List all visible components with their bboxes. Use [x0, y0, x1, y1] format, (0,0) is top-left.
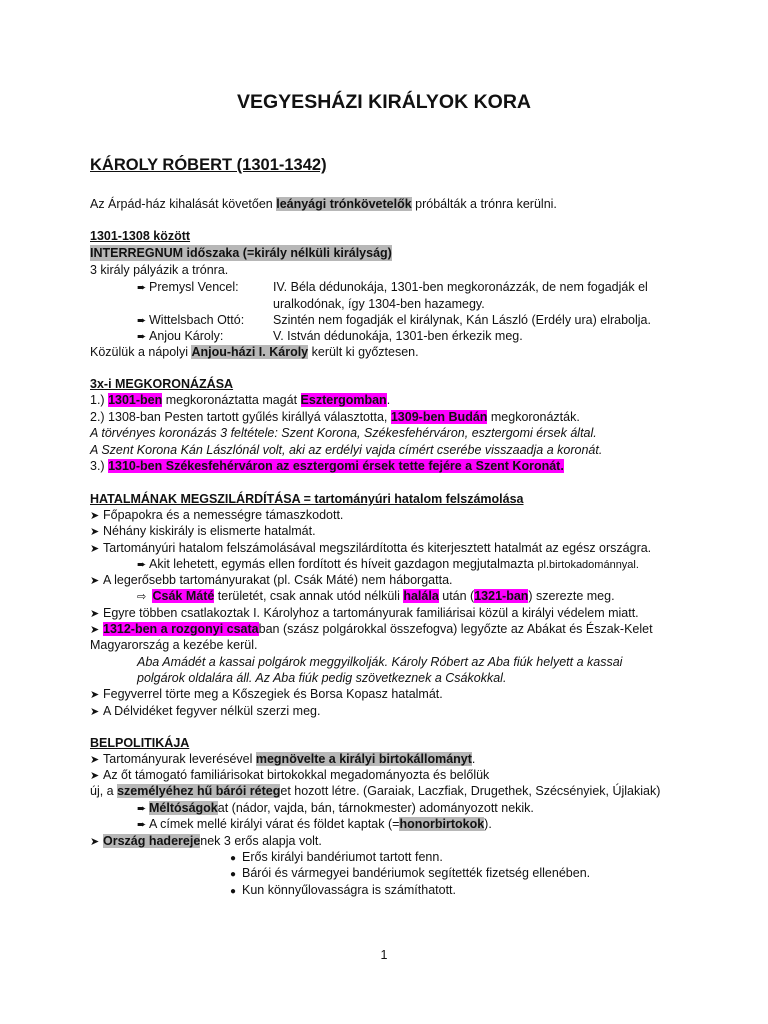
- text-run: .: [386, 393, 391, 407]
- claimant-desc: V. István dédunokája, 1301-ben érkezik meg.: [273, 329, 523, 343]
- arrow-right-icon: ➨: [137, 559, 147, 571]
- text-run: Főpapokra és a nemességre támaszkodott.: [103, 508, 344, 522]
- arrowhead-bullet-icon: ➤: [90, 526, 100, 538]
- interregnum-heading: INTERREGNUM időszaka (=király nélküli királyság): [90, 246, 392, 260]
- arrow-right-icon: ➨: [137, 331, 147, 343]
- text-run: A címek mellé királyi várat és földet kaptak (=: [149, 817, 400, 831]
- arrowhead-bullet-icon: ➤: [90, 754, 100, 766]
- claimant-row: [137, 312, 244, 329]
- text-run: Az őt támogató familiárisokat birtokokkal megadományozta és belőlük: [103, 768, 490, 782]
- text-run: Wittelsbach Ottó:: [149, 313, 245, 327]
- power-note: polgárok oldalára áll. Az Aba fiúk pedig szövetkeznek a Csákokkal.: [137, 671, 507, 685]
- text-run: Anjou Károly:: [149, 329, 224, 343]
- power-item: [90, 703, 320, 720]
- text-run: Premysl Vencel:: [149, 280, 239, 294]
- arrowhead-bullet-icon: ➤: [90, 624, 100, 636]
- interregnum-line: 3 király pályázik a trónra.: [90, 263, 229, 277]
- coronation-3: [90, 458, 564, 474]
- text-run: Erős királyi bandériumot tartott fenn.: [242, 850, 443, 864]
- domestic-item: [90, 767, 489, 784]
- text-run: került ki győztesen.: [308, 345, 419, 359]
- text-run: Az Árpád-ház kihalását követően: [90, 197, 277, 211]
- text-run: pl.birtokadománnyal.: [537, 559, 639, 571]
- highlight: Méltóságok: [149, 801, 218, 815]
- pillar-item: [230, 865, 590, 883]
- highlight: 1312-ben a rozgonyi csata: [103, 622, 259, 636]
- power-item: [90, 572, 453, 589]
- text-run: et hozott létre. (Garaiak, Laczfiak, Drugethek, Szécsényiek, Újlakiak): [280, 784, 661, 798]
- text-run: 2.) 1308-ban Pesten tartott gyűlés királlyá választotta,: [90, 410, 391, 424]
- dot-bullet-icon: ●: [230, 869, 237, 880]
- highlight: Csák Máté: [152, 589, 215, 603]
- text-run: A legerősebb tartományurakat (pl. Csák Máté) nem háborgatta.: [103, 573, 453, 587]
- page-number: 1: [380, 948, 388, 962]
- power-heading: HATALMÁNAK MEGSZILÁRDÍTÁSA = tartományúri hatalom felszámolása: [90, 492, 524, 506]
- claimant-row: [137, 328, 223, 345]
- text-run: ban (szász polgárokkal összefogva) legyőzte az Abákat és Észak-Kelet: [258, 622, 653, 636]
- highlight: személyéhez hű bárói réteg: [117, 784, 281, 798]
- text-run: Tartományurak leverésével: [103, 752, 256, 766]
- text-run: Közülük a nápolyi: [90, 345, 192, 359]
- text-run: 1.): [90, 393, 109, 407]
- highlight: 1321-ban: [474, 589, 529, 603]
- claimant-desc: Szintén nem fogadják el királynak, Kán László (Erdély ura) elrabolja.: [273, 313, 651, 327]
- text-run: Bárói és vármegyei bandériumok segítették fizetség ellenében.: [242, 866, 591, 880]
- text-run: megkoronáztatta magát: [162, 393, 301, 407]
- highlight: 1301-ben: [108, 393, 163, 407]
- text-run: után (: [438, 589, 475, 603]
- document-title: VEGYESHÁZI KIRÁLYOK KORA: [237, 91, 531, 113]
- interregnum-dates: 1301-1308 között: [90, 229, 191, 243]
- power-item: [90, 686, 443, 703]
- arrowhead-bullet-icon: ➤: [90, 770, 100, 782]
- claimant-row: [137, 279, 239, 296]
- arrowhead-bullet-icon: ➤: [90, 836, 100, 848]
- coronation-conditions: A törvényes koronázás 3 feltétele: Szent Korona, Székesfehérváron, esztergomi érsek által.: [90, 426, 597, 440]
- text-run: Tartományúri hatalom felszámolásával megszilárdította és kiterjesztett hatalmát az egész országra.: [103, 541, 652, 555]
- text-run: A Délvidéket fegyver nélkül szerzi meg.: [103, 704, 321, 718]
- power-subitem: [137, 556, 639, 573]
- text-run: at (nádor, vajda, bán, tárnokmester) adományozott nekik.: [217, 801, 534, 815]
- domestic-item: [90, 833, 322, 850]
- arrow-right-icon: ➨: [137, 803, 147, 815]
- power-item: [90, 523, 316, 540]
- power-item: [90, 605, 639, 622]
- power-subitem: [137, 588, 615, 605]
- coronation-1: [90, 392, 390, 408]
- arrow-right-icon: ➨: [137, 282, 147, 294]
- text-run: próbálták a trónra kerülni.: [411, 197, 557, 211]
- intro-paragraph: [90, 196, 557, 212]
- highlight: Ország hadereje: [103, 834, 201, 848]
- domestic-heading: BELPOLITIKÁJA: [90, 736, 190, 750]
- dot-bullet-icon: ●: [230, 853, 237, 864]
- text-run: Egyre többen csatlakoztak I. Károlyhoz a tartományurak familiárisai közül a királyi védelem miatt.: [103, 606, 639, 620]
- arrowhead-bullet-icon: ➤: [90, 510, 100, 522]
- arrow-right-icon: ➨: [137, 315, 147, 327]
- coronation-2: [90, 409, 580, 425]
- power-note: Aba Amádét a kassai polgárok meggyilkolják. Károly Róbert az Aba fiúk helyett a kassai: [137, 655, 623, 669]
- text-run: Kun könnyűlovasságra is számíthatott.: [242, 883, 457, 897]
- winner-line: [90, 344, 419, 360]
- power-item: [90, 540, 651, 557]
- arrowhead-bullet-icon: ➤: [90, 575, 100, 587]
- highlight: honorbirtokok: [399, 817, 485, 831]
- text-run: megkoronázták.: [487, 410, 580, 424]
- text-run: ) szerezte meg.: [528, 589, 615, 603]
- highlight: Anjou-házi I. Károly: [191, 345, 309, 359]
- domestic-subitem: [137, 816, 492, 833]
- section-heading-karoly-robert: KÁROLY RÓBERT (1301-1342): [90, 156, 327, 174]
- hollow-arrow-icon: ⇨: [137, 591, 147, 603]
- highlight: megnövelte a királyi birtokállományt: [255, 752, 472, 766]
- text-run: nek 3 erős alapja volt.: [200, 834, 322, 848]
- text-run: Akit lehetett, egymás ellen fordított és híveit gazdagon megjutalmazta: [149, 557, 538, 571]
- claimant-desc: IV. Béla dédunokája, 1301-ben megkoronázzák, de nem fogadják el: [273, 280, 648, 294]
- arrowhead-bullet-icon: ➤: [90, 543, 100, 555]
- pillar-item: [230, 882, 456, 900]
- dot-bullet-icon: ●: [230, 886, 237, 897]
- text-run: Fegyverrel törte meg a Kőszegiek és Borsa Kopasz hatalmát.: [103, 687, 443, 701]
- domestic-item-cont: [90, 783, 660, 799]
- arrow-right-icon: ➨: [137, 819, 147, 831]
- text-run: területét, csak annak utód nélküli: [214, 589, 404, 603]
- arrowhead-bullet-icon: ➤: [90, 608, 100, 620]
- text-run: Néhány kiskirály is elismerte hatalmát.: [103, 524, 316, 538]
- arrowhead-bullet-icon: ➤: [90, 689, 100, 701]
- power-item: [90, 621, 653, 638]
- coronation-heading: 3x-i MEGKORONÁZÁSA: [90, 377, 234, 391]
- highlight: Esztergomban: [300, 393, 387, 407]
- text-run: ).: [484, 817, 492, 831]
- highlight: leányági trónkövetelők: [276, 197, 412, 211]
- domestic-item: [90, 751, 475, 768]
- power-item-cont: Magyarország a kezébe kerül.: [90, 638, 258, 652]
- claimant-desc-cont: uralkodónak, így 1304-ben hazamegy.: [273, 297, 485, 311]
- text-run: új, a: [90, 784, 118, 798]
- domestic-subitem: [137, 800, 534, 817]
- highlight: 1309-ben Budán: [390, 410, 488, 424]
- arrowhead-bullet-icon: ➤: [90, 706, 100, 718]
- power-item: [90, 507, 343, 524]
- text-run: 3.): [90, 459, 109, 473]
- highlight: halála: [403, 589, 439, 603]
- highlight: 1310-ben Székesfehérváron az esztergomi érsek tette fejére a Szent Koronát.: [108, 459, 564, 473]
- text-run: .: [471, 752, 476, 766]
- coronation-crown-note: A Szent Korona Kán Lászlónál volt, aki az erdélyi vajda címért cserébe visszaadja a koronát.: [90, 443, 603, 457]
